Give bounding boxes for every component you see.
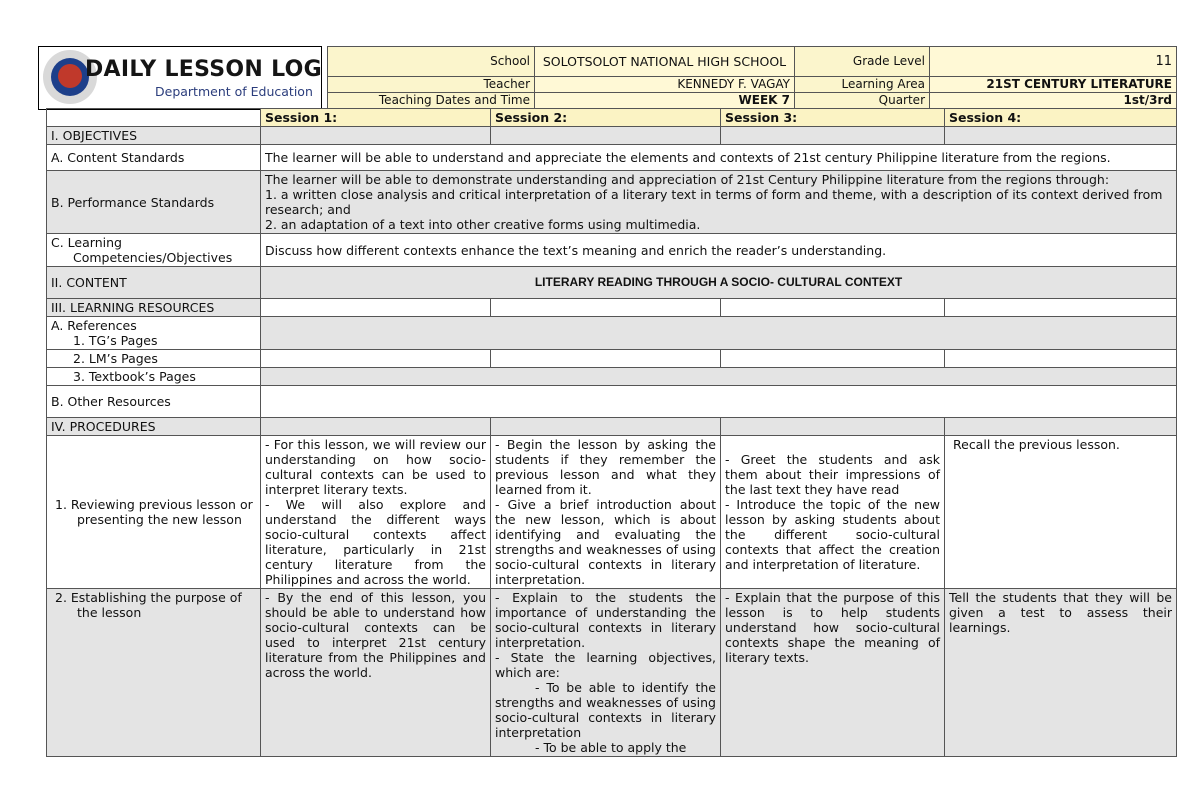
content-topic: LITERARY READING THROUGH A SOCIO- CULTURAL CONTEXT xyxy=(261,267,1177,299)
purpose-session-4: Tell the students that they will be given a test to assess their learnings. xyxy=(945,589,1177,757)
purpose-label-text: 2. Establishing the purpose of the lesson xyxy=(55,590,242,620)
area-value: 21ST CENTURY LITERATURE xyxy=(930,77,1177,93)
performance-standards-label: B. Performance Standards xyxy=(47,171,261,234)
purpose-session-3: - Explain that the purpose of this lesson is to help students understand how socio-cultural contexts shape the meaning of literary texts. xyxy=(721,589,945,757)
content-heading: II. CONTENT xyxy=(47,267,261,299)
content-standards-text xyxy=(261,145,1177,171)
content-standards-label: A. Content Standards xyxy=(47,145,261,171)
purpose-session-2 xyxy=(491,589,721,757)
logo-box xyxy=(38,46,322,110)
log-subtitle: Department of Education xyxy=(155,84,313,99)
textbook-pages-value xyxy=(261,368,1177,386)
school-label: School xyxy=(328,47,535,77)
review-session-2: - Begin the lesson by asking the students if they remember the previous lesson and what they learned from it. - Give a brief introduction about the new lesson, which is about identifying and evaluating the strengths and weaknesses of using socio-cultural contexts in literary interpretation. xyxy=(491,436,721,589)
review-session-3: - Greet the students and ask them about their impressions of the last text they have read - Introduce the topic of the new lesson by asking students about the different socio-cultural contexts that affect the creation and interpretation of literature. xyxy=(721,436,945,589)
procedures-heading: IV. PROCEDURES xyxy=(47,418,261,436)
references-heading: A. References xyxy=(51,318,137,333)
info-table xyxy=(327,46,1177,109)
dates-label: Teaching Dates and Time xyxy=(328,93,535,109)
textbook-pages-label xyxy=(47,368,261,386)
resources-heading: III. LEARNING RESOURCES xyxy=(47,299,261,317)
purpose-session-1: - By the end of this lesson, you should be able to understand how socio-cultural contexts can be used to interpret 21st century literature from the Philippines and across the world. xyxy=(261,589,491,757)
resources-cell-3 xyxy=(721,299,945,317)
other-resources-label: B. Other Resources xyxy=(47,386,261,418)
session-4: Session 4: xyxy=(945,109,1177,127)
objectives-cell-1 xyxy=(261,127,491,145)
review-session-4: Recall the previous lesson. xyxy=(945,436,1177,589)
performance-line-2: 1. a written close analysis and critical interpretation of a literary text in terms of form and theme, with a description of its context derived from research; and xyxy=(265,187,1163,217)
quarter-value: 1st/3rd xyxy=(930,93,1177,109)
resources-cell-2 xyxy=(491,299,721,317)
lm-cell-3 xyxy=(721,350,945,368)
performance-standards-text xyxy=(261,171,1177,234)
lm-pages-label xyxy=(47,350,261,368)
objectives-heading: I. OBJECTIVES xyxy=(47,127,261,145)
procedures-cell-4 xyxy=(945,418,1177,436)
purpose-label xyxy=(47,589,261,757)
review-label xyxy=(47,436,261,589)
school-value: SOLOTSOLOT NATIONAL HIGH SCHOOL xyxy=(535,47,795,77)
references-value xyxy=(261,317,1177,350)
review-session-1: - For this lesson, we will review our understanding on how socio-cultural contexts can be used to interpret literary texts. - We will also explore and understand the different ways socio-cultural contexts affect literature, particularly in 21st century literature from the Philippines and across the world. xyxy=(261,436,491,589)
objectives-cell-4 xyxy=(945,127,1177,145)
competencies-text: Discuss how different contexts enhance the text’s meaning and enrich the reader’s understanding. xyxy=(261,234,1177,267)
purpose-session-2-objective-1: - To be able to identify the strengths and weaknesses of using socio-cultural contexts in literary interpretation xyxy=(495,680,716,740)
log-title: DAILY LESSON LOG xyxy=(85,57,322,82)
grade-label: Grade Level xyxy=(795,47,930,77)
objectives-cell-2 xyxy=(491,127,721,145)
lm-pages-text: 2. LM’s Pages xyxy=(73,351,158,366)
lm-cell-4 xyxy=(945,350,1177,368)
resources-cell-4 xyxy=(945,299,1177,317)
performance-line-3: 2. an adaptation of a text into other creative forms using multimedia. xyxy=(265,217,701,232)
purpose-session-2-objective-2: - To be able to apply the xyxy=(535,740,687,755)
procedures-cell-1 xyxy=(261,418,491,436)
procedures-cell-3 xyxy=(721,418,945,436)
lm-cell-1 xyxy=(261,350,491,368)
tg-pages-label: 1. TG’s Pages xyxy=(73,333,158,348)
blank-cell xyxy=(47,109,261,127)
dates-value: WEEK 7 xyxy=(535,93,795,109)
competencies-label-line-2: Competencies/Objectives xyxy=(73,250,233,265)
competencies-label-line-1: C. Learning xyxy=(51,235,122,250)
content-standards-value: The learner will be able to understand and appreciate the elements and contexts of 21st century Philippine literature from the regions. xyxy=(265,150,1111,165)
session-1: Session 1: xyxy=(261,109,491,127)
objectives-cell-3 xyxy=(721,127,945,145)
session-3: Session 3: xyxy=(721,109,945,127)
performance-line-1: The learner will be able to demonstrate understanding and appreciation of 21st Century Philippine literature from the regions through: xyxy=(265,172,1110,187)
area-label: Learning Area xyxy=(795,77,930,93)
lesson-table xyxy=(46,108,1177,757)
competencies-label xyxy=(47,234,261,267)
review-label-text: 1. Reviewing previous lesson or presenting the new lesson xyxy=(55,497,253,527)
resources-cell-1 xyxy=(261,299,491,317)
header xyxy=(38,46,1176,108)
textbook-pages-text: 3. Textbook’s Pages xyxy=(73,369,196,384)
references-label xyxy=(47,317,261,350)
lm-cell-2 xyxy=(491,350,721,368)
other-resources-value xyxy=(261,386,1177,418)
session-2: Session 2: xyxy=(491,109,721,127)
quarter-label: Quarter xyxy=(795,93,930,109)
procedures-cell-2 xyxy=(491,418,721,436)
purpose-session-2-intro: - Explain to the students the importance of understanding the socio-cultural contexts in literary interpretation. - State the learning objectives, which are: xyxy=(495,590,716,680)
teacher-value: KENNEDY F. VAGAY xyxy=(535,77,795,93)
grade-value: 11 xyxy=(930,47,1177,77)
teacher-label: Teacher xyxy=(328,77,535,93)
